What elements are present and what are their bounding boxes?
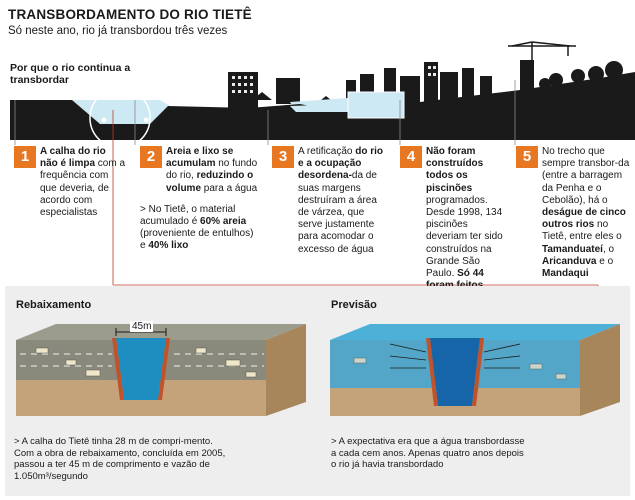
step-5-mandaqui: Mandaqui xyxy=(542,268,589,280)
left-panel-title: Rebaixamento xyxy=(16,299,92,311)
step-4-number: 4 xyxy=(400,146,422,168)
step-5-tamanduatei: Tamanduateí xyxy=(542,243,603,255)
step-5-number: 5 xyxy=(516,146,538,168)
step-3-bold: do rio e a ocupação desordena- xyxy=(298,146,384,182)
right-caption: > A expectativa era que a água transbordasse a cada cem anos. Apenas quatro anos depois o rio já havia transbordado xyxy=(331,436,525,471)
step-3-text: da de suas margens destruíram a área de várzea, que serve justamente para acomodar o excesso de água xyxy=(298,170,377,255)
note-pre: > No Tietê, o material acumulado é xyxy=(140,203,236,228)
step-3 xyxy=(272,146,390,256)
step-2-text: no fundo do rio, xyxy=(166,158,258,182)
previsao-illustration xyxy=(330,318,620,426)
step-4 xyxy=(400,146,508,292)
page-subtitle: Só neste ano, rio já transbordou três vezes xyxy=(8,25,228,37)
step-5-sep2: e o xyxy=(596,255,614,267)
rebaixamento-illustration xyxy=(16,318,306,426)
step-2-note xyxy=(140,204,260,253)
step-2 xyxy=(140,146,260,253)
step-1-text: com a frequência com que deveria, de acordo com especialistas xyxy=(40,158,126,219)
step-4-bold: Não foram construídos todos os piscinões xyxy=(426,146,484,194)
step-4-text: programados. Desde 1998, 134 piscinões deveriam ter sido construídos na Grande São Paulo. xyxy=(426,194,503,280)
left-caption: > A calha do Tietê tinha 28 m de compri-mento. Com a obra de rebaixamento, concluída em 2005, passou a ter 45 m de comprimento e vazão de 1.050m³/segundo xyxy=(14,436,226,482)
note-sand: 60% areia xyxy=(200,216,247,228)
step-3-pre: A retificação xyxy=(298,146,356,157)
step-5-text: no Tietê, entre eles o xyxy=(542,219,622,243)
step-2-bold: Areia e lixo se acumulam xyxy=(166,146,234,170)
note-trash: 40% lixo xyxy=(148,240,189,252)
step-4-bold2: Só 44 xyxy=(457,268,484,280)
step-1-bold: A calha do rio não é limpa xyxy=(40,146,106,170)
why-label: Por que o rio continua a transbordar xyxy=(10,62,131,86)
page-title: TRANSBORDAMENTO DO RIO TIETÊ xyxy=(8,7,252,22)
step-1 xyxy=(14,146,126,219)
step-2-text2: para a água xyxy=(201,182,258,194)
step-5-pre: No trecho que sempre transbor-da (entre a barragem da Penha e o Cebolão), há o xyxy=(542,146,630,206)
step-2-bold2: reduzindo o volume xyxy=(166,170,254,194)
width-label: 45m xyxy=(132,321,152,332)
step-5-sep1: , o xyxy=(602,243,615,255)
step-5-bold: deságue de cinco outros rios xyxy=(542,207,626,231)
note-mid: (proveniente de entulhos) e xyxy=(140,228,254,252)
step-1-number: 1 xyxy=(14,146,36,168)
step-3-number: 3 xyxy=(272,146,294,168)
step-2-number: 2 xyxy=(140,146,162,168)
step-5 xyxy=(516,146,632,280)
right-panel-title: Previsão xyxy=(331,299,377,311)
step-5-aricanduva: Aricanduva xyxy=(542,255,597,267)
